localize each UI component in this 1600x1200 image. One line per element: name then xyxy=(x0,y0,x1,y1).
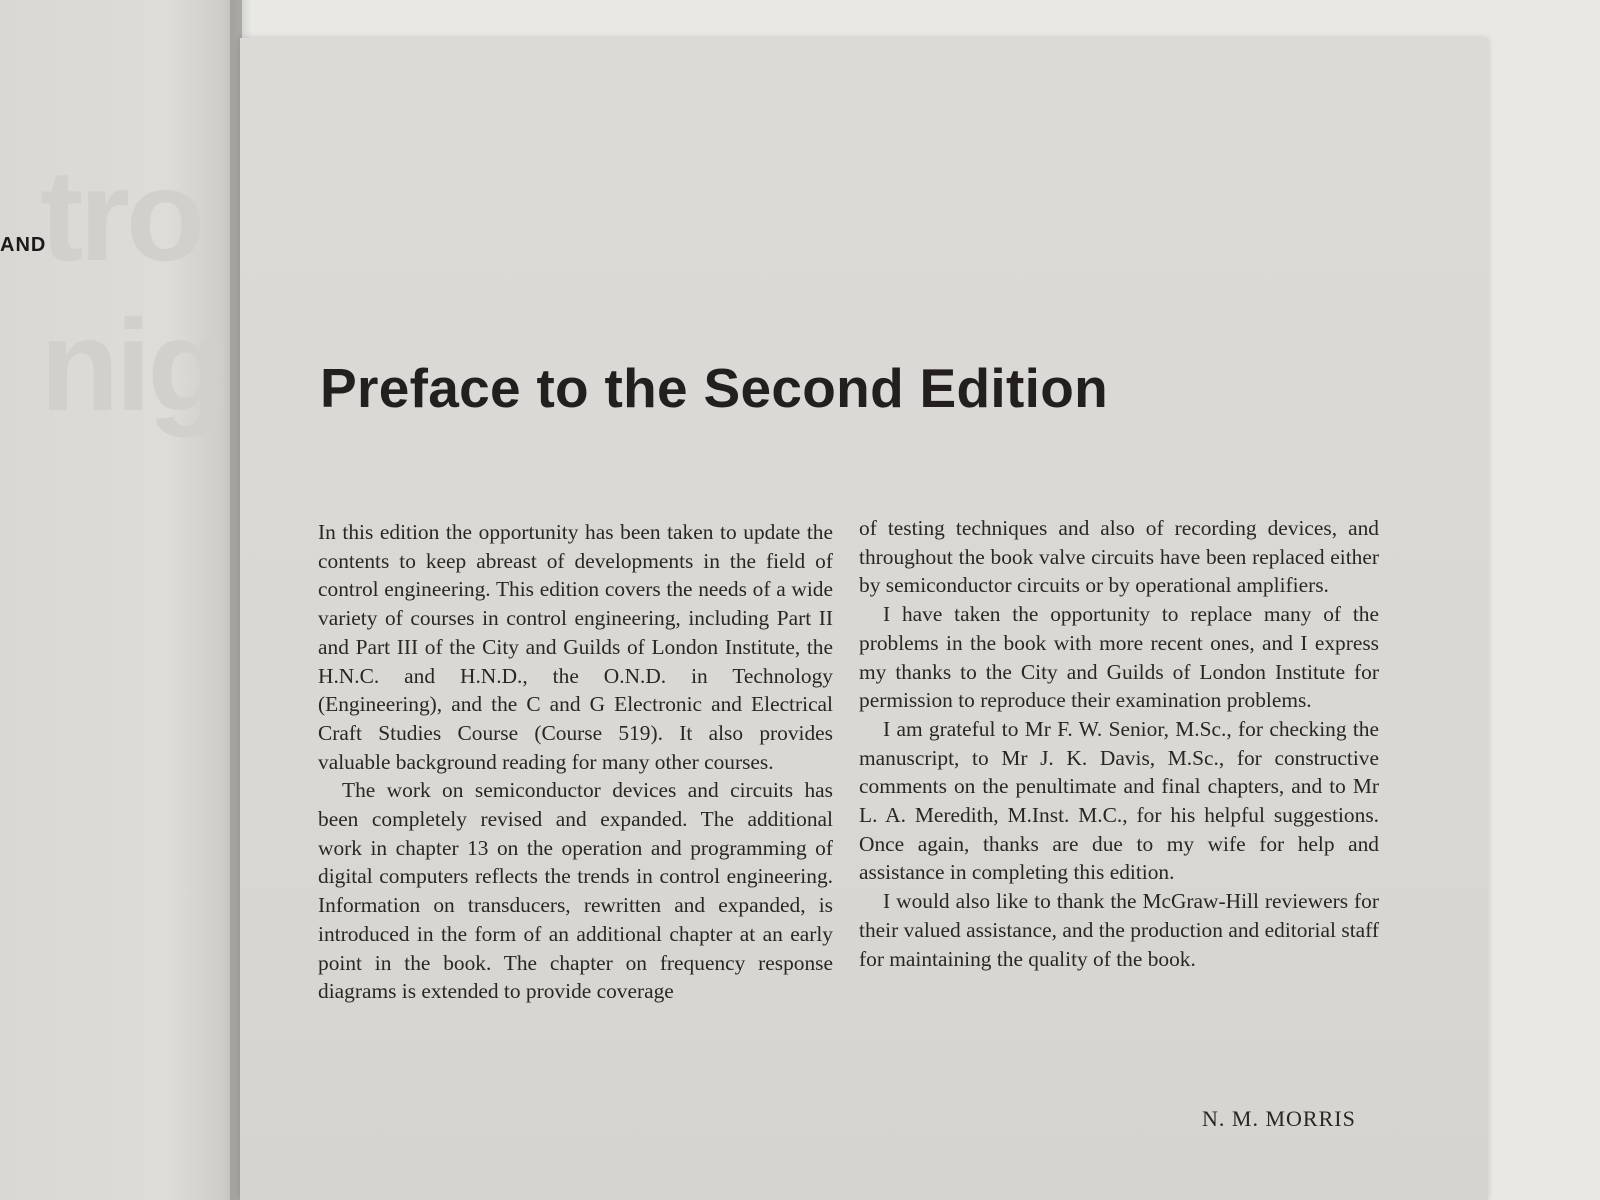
paragraph: of testing techniques and also of recording devices, and throughout the book valve circuits have been replaced either by semiconductor circuits or by operational amplifiers. xyxy=(859,516,1379,598)
author-signature: N. M. MORRIS xyxy=(1202,1106,1356,1131)
paragraph: In this edition the opportunity has been taken to update the contents to keep abreast of developments in the field of control engineering. This edition covers the needs of a wide variety of courses in control engineering, including Part II and Part III of the City and Guilds of London Institute, the H.N.C. and H.N.D., the O.N.D. in Technology (Engineering), and the C and G Electronic and Electrical Craft Studies Course (Course 519). It also provides valuable background reading for many other courses. xyxy=(318,520,833,774)
left-column xyxy=(318,518,833,1006)
left-page xyxy=(0,0,242,1200)
left-page-fragment: AND xyxy=(0,234,47,256)
right-page xyxy=(240,38,1488,1200)
right-column xyxy=(859,514,1379,973)
page-title: Preface to the Second Edition xyxy=(320,357,1108,419)
paragraph: I have taken the opportunity to replace many of the problems in the book with more recent ones, and I express my thanks to the City and Guilds of London Institute for permission to reproduce their examination problems. xyxy=(859,602,1379,713)
show-through-text: nig xyxy=(40,292,223,438)
show-through-text: tro xyxy=(40,142,202,288)
paragraph: The work on semiconductor devices and circuits has been completely revised and expanded. The additional work in chapter 13 on the operation and programming of digital computers reflects the trends in control engineering. Information on transducers, rewritten and expanded, is introduced in the form of an additional chapter at an early point in the book. The chapter on frequency response diagrams is extended to provide coverage xyxy=(318,778,833,1004)
paragraph: I would also like to thank the McGraw-Hill reviewers for their valued assistance, and the production and editorial staff for maintaining the quality of the book. xyxy=(859,889,1379,971)
paragraph: I am grateful to Mr F. W. Senior, M.Sc., for checking the manuscript, to Mr J. K. Davis, M.Sc., for constructive comments on the penultimate and final chapters, and to Mr L. A. Meredith, M.Inst. M.C., for his helpful suggestions. Once again, thanks are due to my wife for help and assistance in completing this edition. xyxy=(859,716,1379,885)
